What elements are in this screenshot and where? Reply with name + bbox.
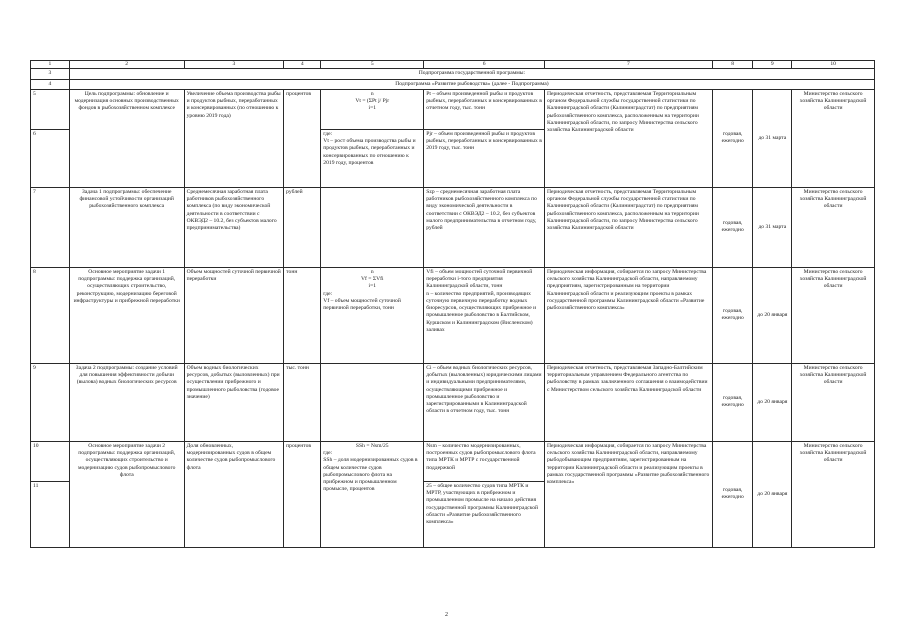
unit-cell: тонн (284, 267, 321, 363)
deadline-cell: до 31 марта (753, 187, 792, 267)
deadline-cell: до 20 января (753, 441, 792, 547)
goal-cell: Цель подпрограммы: обновление и модернизация основных производственных фондов в рыбохозяйственном комплексе (69, 89, 184, 187)
formula-text: SSh = Nsm/25 (355, 442, 389, 449)
variable-cell: Ci – объем водных биологических ресурсов, добытых (выловленных) юридическими лицами и индивидуальными предпринимателями, осуществляющими прибрежное и промышленное рыболовство и зарегистрированными в Калининградской области в отчетном году, тыс. тонн (424, 363, 545, 441)
indicator-cell: Доля обновленных, модернизированных судов в общем количестве судов рыбопромыслового флота (184, 441, 284, 547)
task-cell: Задача 1 подпрограммы: обеспечение финансовой устойчивости организаций рыбохозяйственного комплекса (69, 187, 184, 267)
header-cell: 9 (753, 61, 792, 69)
row-number: 9 (31, 363, 70, 441)
page-number: 2 (445, 612, 448, 618)
activity-cell: Основное мероприятие задачи 2 подпрограммы: поддержка организаций, осуществляющих строительство и модернизацию судов рыбопромыслового флота (69, 441, 184, 547)
indicator-cell: Объем водных биологических ресурсов, добытых (выловленных) при осуществлении прибрежного и промышленного рыболовства (годовое значение) (184, 363, 284, 441)
variable-cell: Pjr – объем произведенной рыбы и продуктов рыбных, переработанных и консервированных в 2019 году, тыс. тонн (424, 129, 545, 187)
row-number: 10 (31, 441, 70, 481)
deadline-cell: до 31 марта (753, 89, 792, 187)
variable-cell: 25 – общее количество судов типа МРТК и МРТР, участвующих в прибрежном и промышленном промысле на начало действия государственной программы Калининградской области «Развитие рыбохозяйственного комплекса» (424, 481, 545, 547)
deadline-cell: до 20 января (753, 363, 792, 441)
formula-description: где: Vf – объем мощностей суточной первичной переработки, тонн (323, 290, 401, 312)
table-row (31, 363, 875, 441)
header-cell: 3 (184, 61, 284, 69)
header-row (31, 61, 875, 69)
formula-cell (321, 441, 424, 547)
header-cell: 8 (712, 61, 753, 69)
variable-cell: Nsm – количество модернизированных, построенных судов рыбопромыслового флота типа МРТК и МРТР с государственной поддержкой (424, 441, 545, 481)
source-cell: Периодическая отчетность, представляемая Западно-Балтийским территориальным управлением Федерального агентства по рыболовству в рамках заключенного соглашения о взаимодействии с Министерством сельского хозяйства Калининградской области (544, 363, 712, 441)
unit-cell: рублей (284, 187, 321, 267)
formula-cell (321, 363, 424, 441)
formula-cell (321, 267, 424, 363)
row-number: 8 (31, 267, 70, 363)
table-row (31, 441, 875, 481)
frequency-cell: годовая, ежегодно (712, 441, 753, 547)
header-cell: 5 (321, 61, 424, 69)
unit-cell: процентов (284, 89, 321, 187)
header-cell: 2 (69, 61, 184, 69)
header-cell: 7 (544, 61, 712, 69)
variable-cell: Vfi – объем мощностей суточной первичной переработки i-того предприятия Калининградской области, тонн n – количество предприятий, производящих суточную первичную переработку водных биоресурсов, осуществляющих прибрежное и промышленное рыболовство в Балтийском, Куршском и Калининградском (Висленском) заливах (424, 267, 545, 363)
task-cell: Задача 2 подпрограммы: создание условий для повышения эффективности добычи (вылова) водных биологических ресурсов (69, 363, 184, 441)
header-cell: 4 (284, 61, 321, 69)
header-cell: 6 (424, 61, 545, 69)
formula-description: где: SSh – доля модернизированных судов в общем количестве судов рыбопромыслового флота на прибрежном и промышленном промысле, процентов (323, 450, 418, 493)
responsible-cell: Министерство сельского хозяйства Калининградской области (792, 89, 875, 187)
indicator-cell: Объем мощностей суточной первичной переработки (184, 267, 284, 363)
row-number: 6 (31, 129, 70, 187)
source-cell: Периодическая информация, собирается по запросу Министерства сельского хозяйства Калининградской области, направляемому рыбодобывающим предприятиям, зарегистрированным на территории Калининградской области и реализующим проекты в рамках государственной программы «Развитие рыбохозяйственного комплекса» (544, 441, 712, 547)
row-number: 11 (31, 481, 70, 547)
table-row (31, 89, 875, 129)
row-number: 4 (31, 79, 70, 89)
row-number: 5 (31, 89, 70, 129)
row-number: 3 (31, 69, 70, 79)
responsible-cell: Министерство сельского хозяйства Калининградской области (792, 267, 875, 363)
responsible-cell: Министерство сельского хозяйства Калининградской области (792, 441, 875, 547)
indicators-table (30, 60, 875, 548)
header-cell: 1 (31, 61, 70, 69)
deadline-cell: до 20 января (753, 267, 792, 363)
source-cell: Периодическая информация, собирается по запросу Министерства сельского хозяйства Калининградской области, направляемому предприятиям, зарегистрированным на территории Калининградской области и реализующим проекты в рамках государственной программы Калининградской области «Развитие рыбохозяйственного комплекса» (544, 267, 712, 363)
indicator-cell: Увеличение объема производства рыбы и продуктов рыбных, переработанных и консервированных (по отношению к уровню 2019 года) (184, 89, 284, 187)
responsible-cell: Министерство сельского хозяйства Калининградской области (792, 363, 875, 441)
program-title: Подпрограмма государственной программы: (69, 69, 874, 79)
formula-text: n Vt = (ΣPt j/ Pjr i=1 (355, 90, 390, 112)
variable-cell: Szp – среднемесячная заработная плата работников рыбохозяйственного комплекса по виду экономической деятельности в соответствии с ОКВЭД2 – 10.2, без субъектов малого предпринимательства в отчетном году, рублей (424, 187, 545, 267)
responsible-cell: Министерство сельского хозяйства Калининградской области (792, 187, 875, 267)
unit-cell: процентов (284, 441, 321, 547)
header-cell: 10 (792, 61, 875, 69)
variable-cell: Pt – объем произведенной рыбы и продуктов рыбных, переработанных и консервированных в отчетном году, тыс. тонн (424, 89, 545, 129)
frequency-cell: годовая, ежегодно (712, 89, 753, 187)
formula-description: где: Vt – рост объема производства рыбы и продуктов рыбных, переработанных и консервированных по отношению к 2019 году, процентов (321, 129, 424, 187)
frequency-cell: годовая, ежегодно (712, 267, 753, 363)
subprogram-title: Подпрограмма «Развитие рыбоводства» (далее - Подпрограмма) (69, 79, 874, 89)
subprogram-title-row (31, 79, 875, 89)
formula-text: n Vf = ΣVfi i=1 (360, 268, 384, 290)
row-number: 7 (31, 187, 70, 267)
formula-cell (321, 89, 424, 129)
source-cell: Периодическая отчетность, представляемая Территориальным органом Федеральной службы государственной статистики по Калининградской области (Калининградстат) по предприятиям рыбохозяйственного комплекса, расположенным на территории Калининградской области, по запросу Министерства сельского хозяйства Калининградской области (544, 89, 712, 187)
formula-cell (321, 187, 424, 267)
indicator-cell: Среднемесячная заработная плата работников рыбохозяйственного комплекса (по виду экономической деятельности в соответствии с ОКВЭД2 – 10.2, без субъектов малого предпринимательства) (184, 187, 284, 267)
frequency-cell: годовая, ежегодно (712, 363, 753, 441)
activity-cell: Основное мероприятие задачи 1 подпрограммы: поддержка организаций, осуществляющих строительство, реконструкцию, модернизацию береговой инфраструктуры и прибрежной переработки (69, 267, 184, 363)
table-row (31, 187, 875, 267)
source-cell: Периодическая отчетность, представляемая Территориальным органом Федеральной службы государственной статистики по Калининградской области (Калининградстат) по предприятиям рыбохозяйственного комплекса, расположенным на территории Калининградской области, по запросу Министерства сельского хозяйства Калининградской области (544, 187, 712, 267)
frequency-cell: годовая, ежегодно (712, 187, 753, 267)
unit-cell: тыс. тонн (284, 363, 321, 441)
table-row (31, 267, 875, 363)
program-title-row (31, 69, 875, 79)
